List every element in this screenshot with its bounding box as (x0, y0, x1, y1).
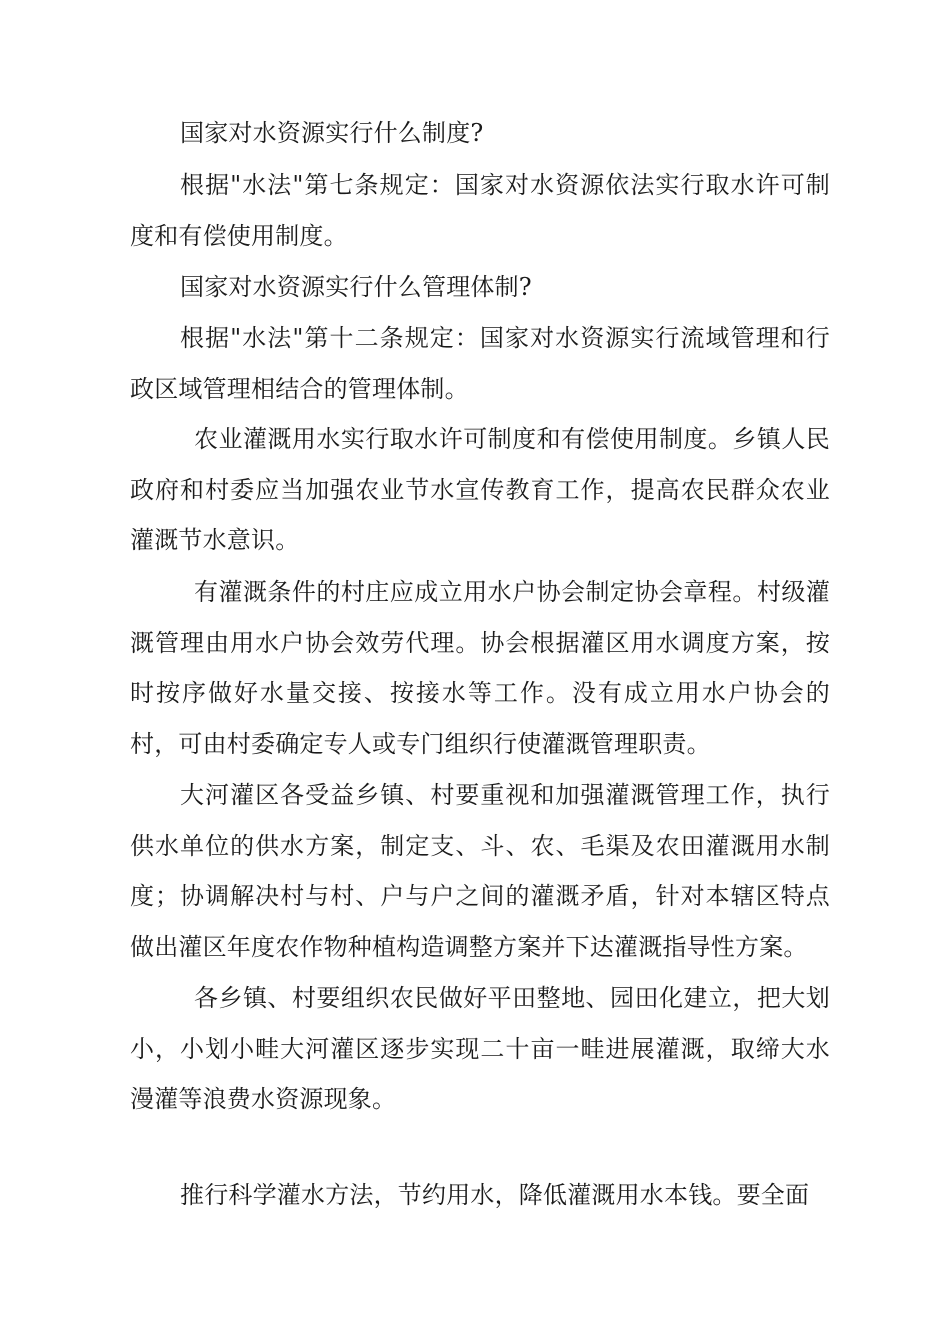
question-water-system: 国家对水资源实行什么制度? (180, 119, 484, 147)
question-management-system: 国家对水资源实行什么管理体制? (180, 273, 532, 301)
paragraph-agricultural-irrigation: 农业灌溉用水实行取水许可制度和有偿使用制度。乡镇人民政府和村委应当加强农业节水宣传教育工作，提高农民群众农业灌溉节水意识。 (130, 425, 830, 554)
answer-article-12: 根据"水法"第十二条规定：国家对水资源实行流域管理和行政区域管理相结合的管理体制。 (130, 324, 830, 403)
paragraph-field-leveling: 各乡镇、村要组织农民做好平田整地、园田化建立，把大划小，小划小畦大河灌区逐步实现二十亩一畦进展灌溉，取缔大水漫灌等浪费水资源现象。 (130, 984, 830, 1113)
paragraph-water-user-association: 有灌溉条件的村庄应成立用水户协会制定协会章程。村级灌溉管理由用水户协会效劳代理。协会根据灌区用水调度方案，按时按序做好水量交接、按接水等工作。没有成立用水户协会的村，可由村委确定专人或专门组织行使灌溉管理职责。 (130, 578, 830, 758)
paragraph-irrigation-management: 大河灌区各受益乡镇、村要重视和加强灌溉管理工作，执行供水单位的供水方案，制定支、斗、农、毛渠及农田灌溉用水制度；协调解决村与村、户与户之间的灌溉矛盾，针对本辖区特点做出灌区年度农作物种植构造调整方案并下达灌溉指导性方案。 (130, 781, 830, 961)
answer-article-7: 根据"水法"第七条规定：国家对水资源依法实行取水许可制度和有偿使用制度。 (130, 171, 830, 250)
paragraph-scientific-irrigation: 推行科学灌水方法，节约用水，降低灌溉用水本钱。要全面 (180, 1181, 810, 1209)
